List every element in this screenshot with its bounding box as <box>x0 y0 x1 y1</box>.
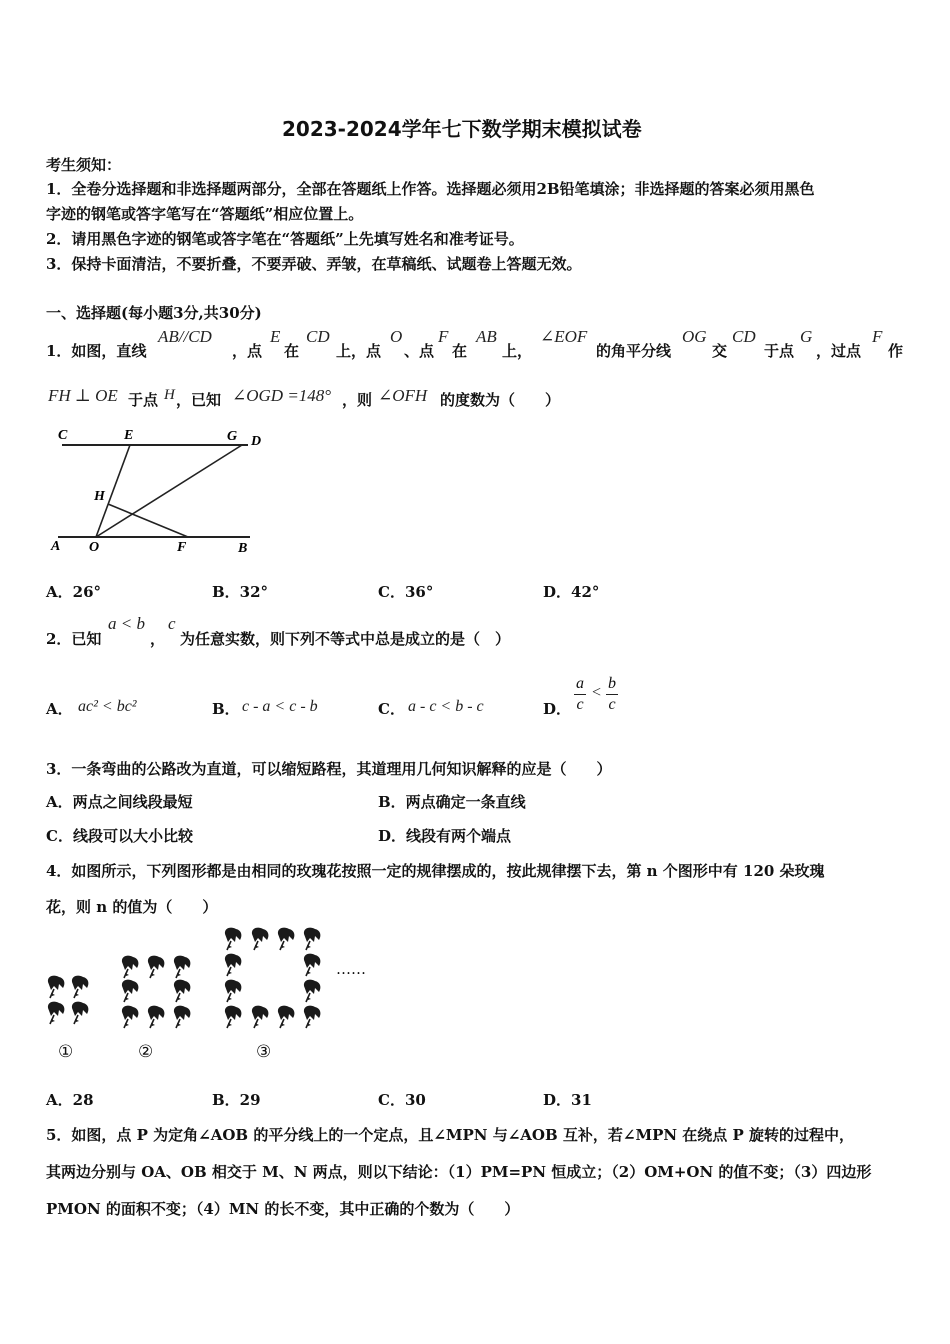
q1-ab-parallel-cd: AB//CD <box>158 327 212 346</box>
q1-text: 上， <box>502 342 533 360</box>
q1-var-f: F <box>438 327 449 346</box>
rose-figure-2 <box>122 956 191 1028</box>
q1-angle-eof: ∠EOF <box>540 327 588 346</box>
q3-option-c[interactable]: C．线段可以大小比较 <box>46 827 193 845</box>
q4-option-b[interactable]: B．29 <box>212 1091 261 1109</box>
q1-fh-perp-oe: FH ⊥ OE <box>48 386 118 405</box>
q1-text: 于点 <box>764 342 795 360</box>
q1-text: 、点 <box>404 342 435 360</box>
label-d: D <box>251 434 262 449</box>
q1-number: 1．如图，直线 <box>46 342 147 360</box>
question-5-stem-line-1: 5．如图，点 P 为定角∠AOB 的平分线上的一个定点，且∠MPN 与∠AOB 互补，若∠MPN 在绕点 P 旋转的过程中， <box>46 1126 855 1144</box>
q1-text: 的角平分线 <box>596 342 672 360</box>
q2-option-c[interactable]: a - c < b - c <box>408 698 484 715</box>
q3-option-d[interactable]: D．线段有两个端点 <box>378 827 512 845</box>
label-b: B <box>238 541 248 556</box>
label-a: A <box>51 539 61 554</box>
q1-text: 在 <box>284 342 300 360</box>
q1-text: ，已知 <box>176 391 222 409</box>
q1-var-og: OG <box>682 327 707 346</box>
rose-figure-1 <box>48 976 89 1024</box>
notice-line-3: 3．保持卡面清洁，不要折叠，不要弄破、弄皱，在草稿纸、试题卷上答题无效。 <box>46 255 582 273</box>
q1-option-d[interactable]: D．42° <box>543 583 600 601</box>
q2-option-d-label[interactable]: D． <box>543 700 572 718</box>
label-e: E <box>124 428 134 443</box>
q1-var-e: E <box>270 327 281 346</box>
q1-var-o: O <box>390 327 403 346</box>
fraction-denominator: c <box>576 696 584 713</box>
q1-text: 于点 <box>128 391 159 409</box>
q4-option-c[interactable]: C．30 <box>378 1091 426 1109</box>
q1-text: ，则 <box>342 391 373 409</box>
q1-text: 交 <box>712 342 728 360</box>
q2-option-a-label[interactable]: A． <box>46 700 73 718</box>
q3-option-a[interactable]: A．两点之间线段最短 <box>46 793 193 811</box>
q1-angle-ogd: ∠OGD =148° <box>232 386 332 405</box>
q2-option-d-lt: < <box>592 684 602 701</box>
fraction-numerator: b <box>606 674 618 695</box>
label-c: C <box>58 428 68 443</box>
q2-option-d-fraction-right[interactable] <box>606 674 618 715</box>
notice-line-1b: 字迹的钢笔或答字笔写在“答题纸”相应位置上。 <box>46 205 364 223</box>
q1-text: ，点 <box>232 342 263 360</box>
section-heading: 一、选择题(每小题3分,共30分) <box>46 304 262 322</box>
label-o: O <box>89 540 100 555</box>
label-g: G <box>227 429 238 444</box>
q2-text: ， <box>150 630 166 648</box>
q2-option-b[interactable]: c - a < c - b <box>242 698 318 715</box>
page-title: 2023-2024学年七下数学期末模拟试卷 <box>282 117 642 141</box>
q4-label-3: ③ <box>256 1042 272 1062</box>
q2-option-b-label[interactable]: B． <box>212 700 240 718</box>
fraction-numerator: a <box>574 674 586 695</box>
q2-option-a[interactable]: ac² < bc² <box>78 698 137 715</box>
q4-ellipsis: …… <box>336 960 366 978</box>
q2-var-c: c <box>168 614 176 633</box>
q1-geometry-figure <box>44 422 270 562</box>
q1-option-a[interactable]: A．26° <box>46 583 102 601</box>
q2-text: 为任意实数，则下列不等式中总是成立的是（ ） <box>180 630 511 648</box>
q2-option-c-label[interactable]: C． <box>378 700 405 718</box>
q1-option-c[interactable]: C．36° <box>378 583 434 601</box>
question-5-stem-line-3: PMON 的面积不变；（4）MN 的长不变，其中正确的个数为（ ） <box>46 1200 520 1218</box>
q1-var-h: H <box>164 387 175 403</box>
q4-label-1: ① <box>58 1042 74 1062</box>
q3-option-b[interactable]: B．两点确定一条直线 <box>378 793 526 811</box>
q1-option-b[interactable]: B．32° <box>212 583 269 601</box>
q1-var-cd: CD <box>306 327 330 346</box>
q2-a-lt-b: a < b <box>108 614 145 633</box>
q1-var-cd-2: CD <box>732 327 756 346</box>
q4-rose-pattern-figure <box>40 924 390 1066</box>
notice-heading: 考生须知： <box>46 156 122 174</box>
q1-var-ab: AB <box>476 327 497 346</box>
q4-label-2: ② <box>138 1042 154 1062</box>
q1-text: 的度数为（ ） <box>440 391 561 409</box>
notice-line-2: 2．请用黑色字迹的钢笔或答字笔在“答题纸”上先填写姓名和准考证号。 <box>46 230 524 248</box>
q1-text: 在 <box>452 342 468 360</box>
question-5-stem-line-2: 其两边分别与 OA、OB 相交于 M、N 两点，则以下结论：（1）PM=PN 恒成立；（2）OM+ON 的值不变；（3）四边形 <box>46 1163 872 1181</box>
q1-text: 作 <box>888 342 904 360</box>
label-h: H <box>94 489 105 504</box>
q2-number: 2．已知 <box>46 630 102 648</box>
question-4-stem-line-2: 花，则 n 的值为（ ） <box>46 898 218 916</box>
q1-var-g: G <box>800 327 813 346</box>
q4-option-d[interactable]: D．31 <box>543 1091 592 1109</box>
question-3-stem: 3．一条弯曲的公路改为直道，可以缩短路程，其道理用几何知识解释的应是（ ） <box>46 760 612 778</box>
segment-fh <box>108 504 188 537</box>
q1-angle-ofh: ∠OFH <box>378 386 428 405</box>
q2-option-d-fraction-left[interactable] <box>574 674 586 715</box>
question-4-stem-line-1: 4．如图所示，下列图形都是由相同的玫瑰花按照一定的规律摆成的，按此规律摆下去，第 n 个图形中有 120 朵玫瑰 <box>46 862 825 880</box>
segment-og <box>96 445 242 537</box>
q2-options-row <box>46 672 666 724</box>
notice-line-1: 1．全卷分选择题和非选择题两部分，全部在答题纸上作答。选择题必须用2B铅笔填涂；非选择题的答案必须用黑色 <box>46 180 815 198</box>
q1-var-f-2: F <box>872 327 883 346</box>
fraction-denominator: c <box>608 696 616 713</box>
q1-text: ，过点 <box>816 342 862 360</box>
q4-option-a[interactable]: A．28 <box>46 1091 94 1109</box>
label-f: F <box>177 540 187 555</box>
q1-text: 上，点 <box>336 342 382 360</box>
rose-figure-3 <box>225 928 321 1028</box>
